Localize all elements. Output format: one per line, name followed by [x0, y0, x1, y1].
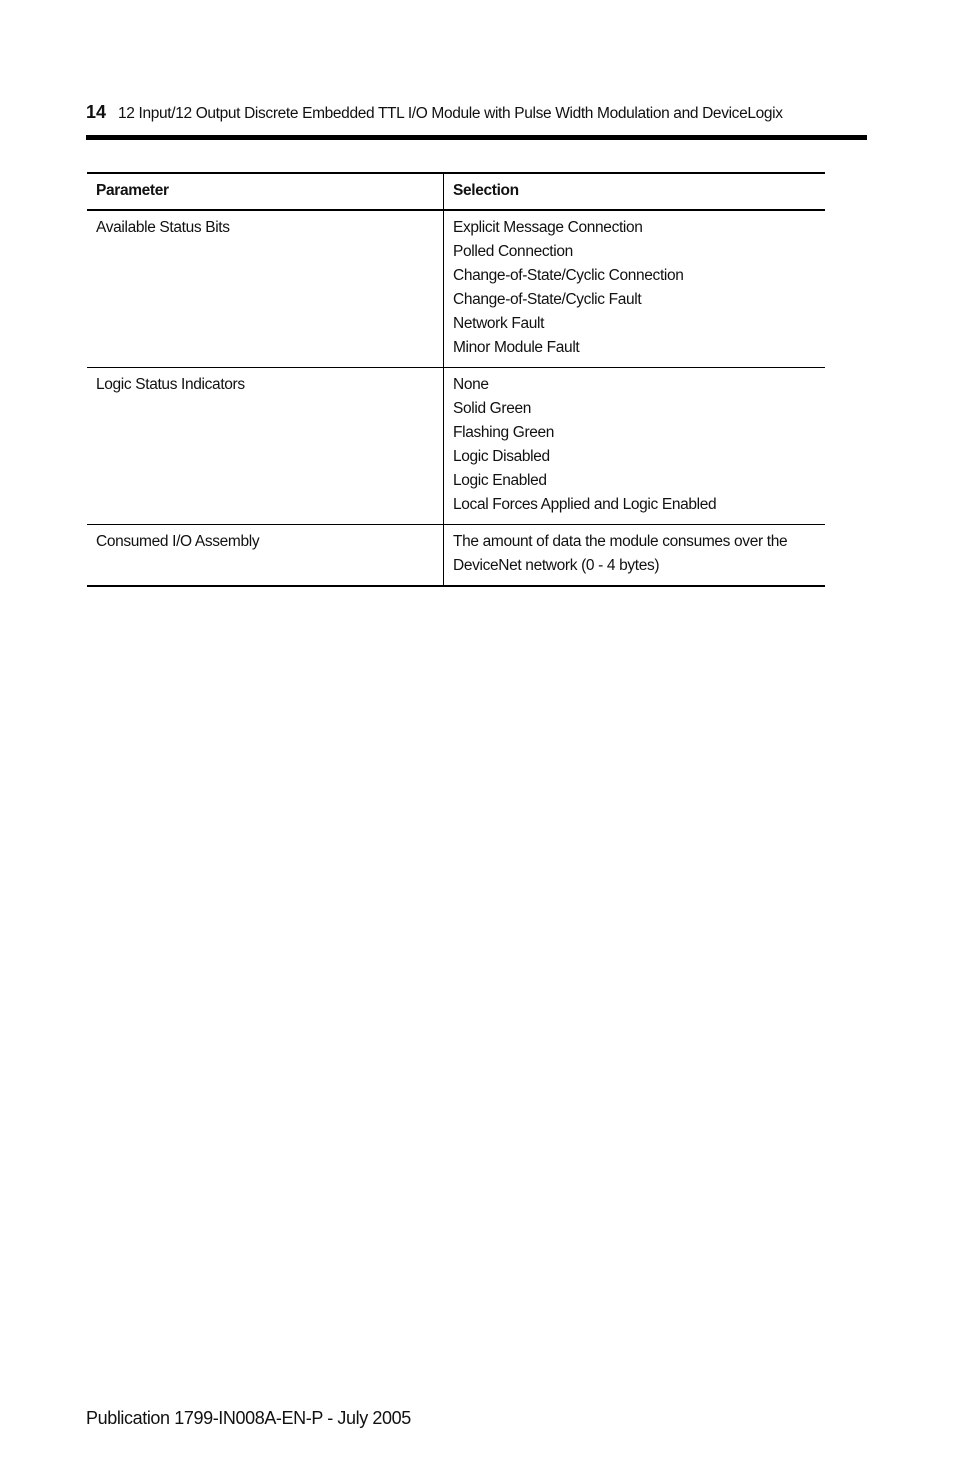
- table-header-row: [87, 173, 825, 210]
- selection-option: Local Forces Applied and Logic Enabled: [453, 496, 717, 513]
- selection-option: Network Fault: [453, 315, 545, 332]
- page-header: [86, 101, 846, 125]
- selection-option: Solid Green: [453, 400, 532, 417]
- selection-description-line: DeviceNet network (0 - 4 bytes): [453, 557, 660, 574]
- selection-option: Logic Disabled: [453, 448, 550, 465]
- page-title: 12 Input/12 Output Discrete Embedded TTL I/O Module with Pulse Width Modulation and DeviceLogix: [118, 105, 783, 122]
- selection-option: Change-of-State/Cyclic Fault: [453, 291, 642, 308]
- table-row: [87, 525, 825, 587]
- publication-footer: Publication 1799-IN008A-EN-P - July 2005: [86, 1408, 411, 1428]
- selection-option: Polled Connection: [453, 243, 573, 260]
- table-row: [87, 210, 825, 368]
- row-parameter-cell: Logic Status Indicators: [87, 368, 444, 525]
- selection-option: Minor Module Fault: [453, 339, 580, 356]
- selection-description-line: The amount of data the module consumes over the: [453, 533, 788, 550]
- selection-option: Flashing Green: [453, 424, 555, 441]
- table-row: [87, 368, 825, 525]
- parameter-table: [87, 172, 825, 587]
- selection-option: Logic Enabled: [453, 472, 547, 489]
- selection-option: Explicit Message Connection: [453, 219, 643, 236]
- row-selection-cell: [444, 210, 826, 368]
- column-header-selection: Selection: [444, 173, 826, 210]
- selection-option: None: [453, 376, 489, 393]
- row-parameter-cell: Consumed I/O Assembly: [87, 525, 444, 587]
- page-number: 14: [86, 102, 107, 122]
- row-selection-cell: [444, 368, 826, 525]
- header-rule: [86, 135, 867, 140]
- column-header-parameter: Parameter: [87, 173, 444, 210]
- row-selection-cell: [444, 525, 826, 587]
- selection-option: Change-of-State/Cyclic Connection: [453, 267, 684, 284]
- row-parameter-cell: Available Status Bits: [87, 210, 444, 368]
